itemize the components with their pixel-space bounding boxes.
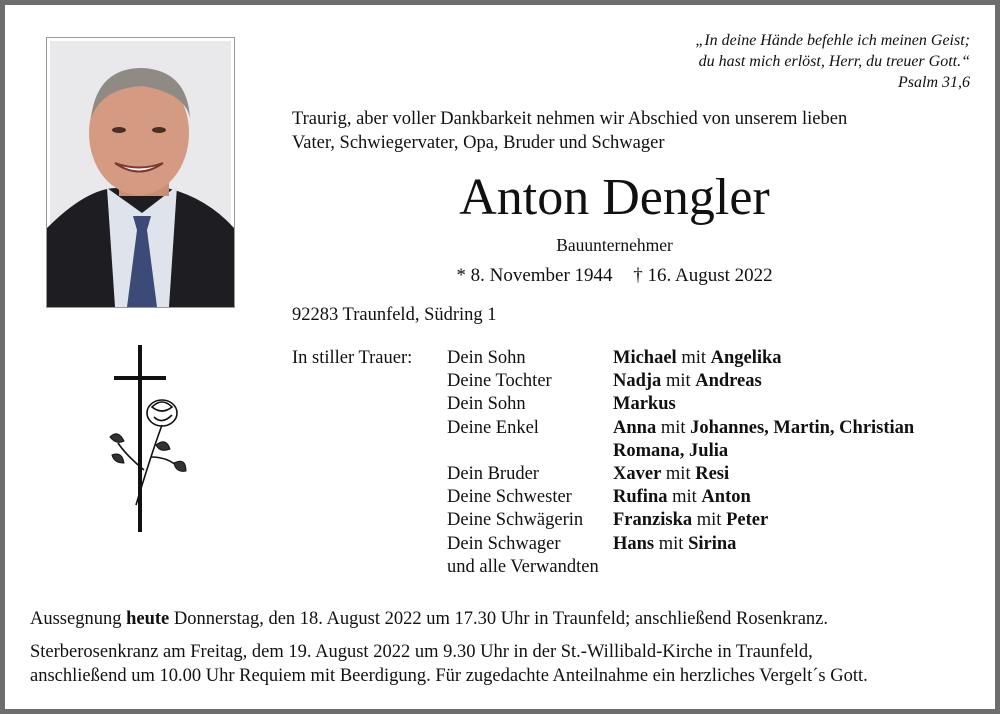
mourner-partner: Johannes, Martin, Christian [690,417,915,438]
birth-date: * 8. November 1944 [456,265,613,286]
mourner-row [447,533,914,556]
mourner-row [447,347,914,370]
intro-line-1: Traurig, aber voller Dankbarkeit nehmen wir Abschied von unserem lieben [292,109,848,129]
quote-source: Psalm 31,6 [898,74,970,91]
mourner-relation: Dein Bruder [447,464,539,485]
mourner-sep: mit [661,371,696,392]
mourner-name: Franziska [613,510,693,531]
blessing-pre: Aussegnung [30,609,127,629]
mourner-row [447,370,914,393]
deceased-name: Anton Dengler [459,169,770,226]
mourner-relation: Dein Sohn [447,348,526,368]
mourner-row [447,556,914,579]
mourners-label: In stiller Trauer: [292,348,413,368]
mourner-name: Romana, Julia [613,440,729,461]
mourner-name: Nadja [613,371,662,392]
mourner-name: Markus [613,394,676,415]
bible-quote [695,30,970,93]
rosary-notice [30,640,970,688]
profession: Bauunternehmer [556,235,673,255]
mourner-row [447,463,914,486]
quote-line-2: du hast mich erlöst, Herr, du treuer Gott.“ [698,53,970,70]
mourner-row [447,509,914,532]
blessing-notice [30,609,828,630]
mourner-relation: Dein Sohn [447,394,526,415]
mourner-relation: Deine Schwester [447,487,572,508]
mourner-name: Rufina [613,487,668,508]
mourner-row [447,440,914,463]
rosary-line-1: Sterberosenkranz am Freitag, dem 19. August 2022 um 9.30 Uhr in der St.-Willibald-Kirche in Traunfeld, [30,642,813,662]
mourner-partner: Resi [695,464,730,485]
blessing-today: heute [126,609,170,629]
mourner-row [447,393,914,416]
cross-with-rose-icon [96,345,196,535]
death-date: † 16. August 2022 [633,265,773,286]
mourner-relation [447,440,613,463]
mourner-partner: Andreas [695,371,762,392]
mourner-sep: mit [667,487,702,508]
portrait-image [47,38,234,307]
mourner-partner: Peter [726,510,769,531]
mourner-relation: Deine Schwägerin [447,510,584,531]
quote-line-1: „In deine Hände befehle ich meinen Geist; [695,32,970,49]
mourner-relation: Dein Schwager [447,533,561,554]
mourner-row [447,486,914,509]
mourner-partner: Anton [701,487,751,508]
mourner-name: Anna [613,417,657,438]
mourner-name: Michael [613,348,677,368]
blessing-post: Donnerstag, den 18. August 2022 um 17.30 Uhr in Traunfeld; anschließend Rosenkranz. [169,609,829,629]
mourner-relation: und alle Verwandten [447,556,599,577]
mourner-sep: mit [676,348,711,368]
mourner-sep: mit [661,464,696,485]
rosary-line-2: anschließend um 10.00 Uhr Requiem mit Beerdigung. Für zugedachte Anteilnahme ein herzliches Vergelt´s Gott. [30,666,868,686]
portrait-photo [46,37,235,308]
mourner-sep: mit [692,510,727,531]
intro-text [292,107,932,155]
mourner-name: Xaver [613,464,662,485]
address: 92283 Traunfeld, Südring 1 [292,305,497,325]
mourner-row [447,417,914,440]
mourner-sep: mit [654,533,689,554]
mourner-partner: Angelika [710,348,782,368]
mourner-relation: Deine Enkel [447,417,539,438]
mourner-sep: mit [656,417,691,438]
mourner-relation: Deine Tochter [447,371,552,392]
intro-line-2: Vater, Schwiegervater, Opa, Bruder und Schwager [292,133,665,153]
mourner-partner: Sirina [688,533,737,554]
mourner-name: Hans [613,533,655,554]
life-dates [292,265,937,287]
mourners-list [447,347,914,579]
